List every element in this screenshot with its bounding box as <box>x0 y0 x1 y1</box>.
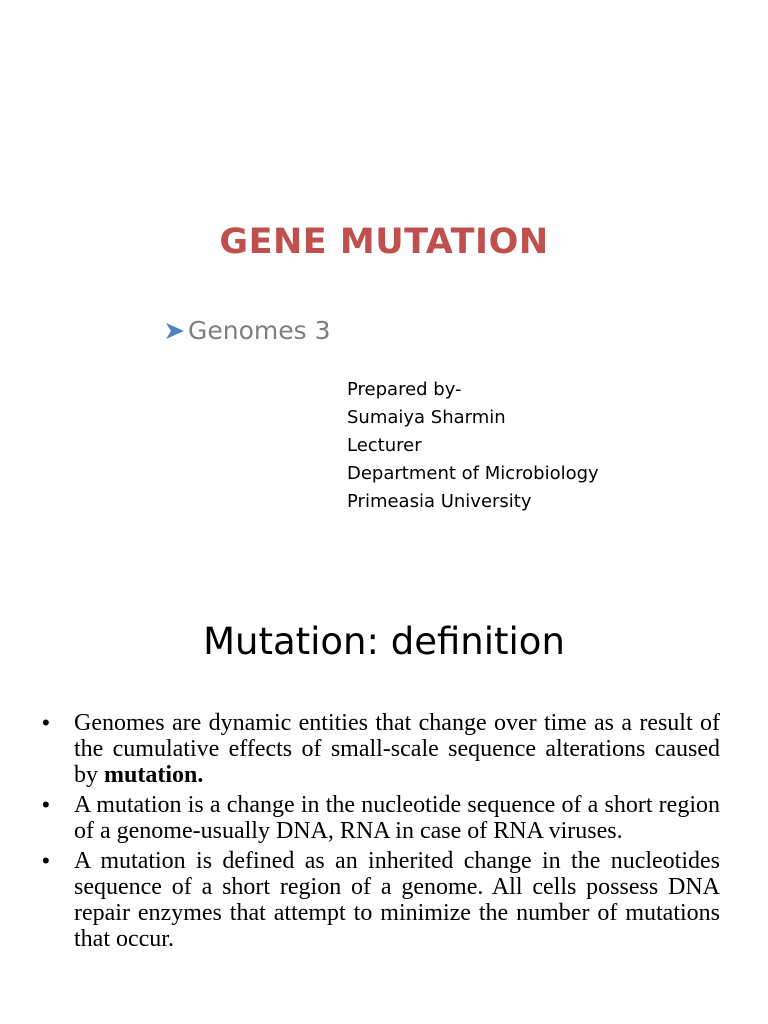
list-item <box>38 710 720 788</box>
author-prepared-by: Prepared by- <box>347 379 462 400</box>
list-item <box>38 792 720 844</box>
bullet-list <box>38 710 720 956</box>
subtitle-row <box>164 316 331 345</box>
slide-title: GENE MUTATION <box>219 222 549 262</box>
subtitle: Genomes 3 <box>188 316 331 345</box>
author-name: Sumaiya Sharmin <box>347 407 506 428</box>
slide-title: Mutation: definition <box>203 620 565 663</box>
author-university: Primeasia University <box>347 491 532 512</box>
bullet-text: A mutation is a change in the nucleotide sequence of a short region of a genome-usually DNA, RNA in case of RNA viruses. <box>74 792 720 844</box>
bullet-icon: • <box>42 848 50 873</box>
list-item <box>38 848 720 952</box>
author-position: Lecturer <box>347 435 422 456</box>
bullet-text: Genomes are dynamic entities that change over time as a result of the cumulative effects of small-scale sequence alterations caused by <box>74 710 720 788</box>
arrow-bullet-icon <box>164 320 186 342</box>
author-block <box>347 376 599 516</box>
bullet-bold-text: mutation. <box>104 762 204 788</box>
bullet-icon: • <box>42 710 50 735</box>
bullet-icon: • <box>42 792 50 817</box>
bullet-text: A mutation is defined as an inherited change in the nucleotides sequence of a short region of a genome. All cells possess DNA repair enzymes that attempt to minimize the number of mutations that occur. <box>74 848 720 952</box>
definition-slide <box>0 580 768 1024</box>
author-department: Department of Microbiology <box>347 463 599 484</box>
